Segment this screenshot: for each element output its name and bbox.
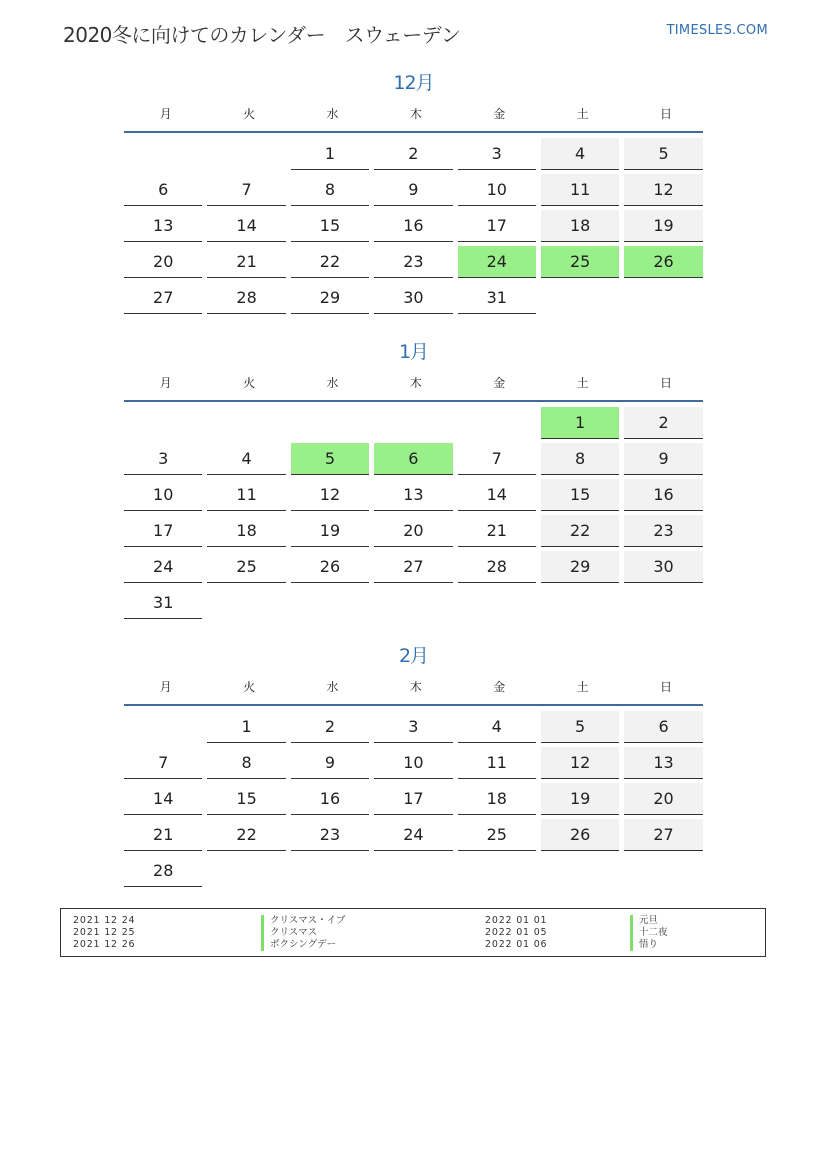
day-cell[interactable] bbox=[124, 551, 207, 587]
day-cell[interactable] bbox=[374, 282, 457, 318]
day-cell[interactable] bbox=[207, 711, 290, 747]
day-cell[interactable] bbox=[124, 819, 207, 855]
legend-holiday-name: クリスマス bbox=[261, 927, 317, 939]
day-number: 7 bbox=[458, 443, 536, 475]
day-cell[interactable] bbox=[291, 819, 374, 855]
day-cell[interactable] bbox=[541, 819, 624, 855]
day-number: 3 bbox=[458, 138, 536, 170]
day-cell[interactable] bbox=[291, 515, 374, 551]
month-january bbox=[124, 337, 703, 623]
day-number: 23 bbox=[291, 819, 369, 851]
day-cell[interactable] bbox=[207, 783, 290, 819]
day-cell[interactable] bbox=[624, 210, 707, 246]
day-cell[interactable] bbox=[124, 855, 207, 891]
weekday-label: 木 bbox=[409, 107, 422, 121]
day-cell[interactable] bbox=[458, 551, 541, 587]
day-number: 14 bbox=[207, 210, 285, 242]
day-number: 25 bbox=[541, 246, 619, 278]
day-number: 19 bbox=[291, 515, 369, 547]
holiday-day-cell[interactable] bbox=[458, 246, 541, 282]
day-cell[interactable] bbox=[207, 515, 290, 551]
day-cell[interactable] bbox=[458, 138, 541, 174]
day-number: 2 bbox=[374, 138, 452, 170]
days-grid bbox=[124, 407, 703, 623]
day-number: 21 bbox=[458, 515, 536, 547]
weekday-header bbox=[124, 373, 703, 402]
month-december bbox=[124, 68, 703, 318]
day-cell[interactable] bbox=[291, 138, 374, 174]
empty-day-cell bbox=[124, 407, 207, 443]
day-number: 20 bbox=[124, 246, 202, 278]
day-number: 5 bbox=[624, 138, 702, 170]
weekday-label: 日 bbox=[660, 680, 673, 694]
month-title: 2月 bbox=[398, 645, 429, 667]
weekday-label: 金 bbox=[493, 107, 506, 121]
days-grid bbox=[124, 138, 703, 318]
day-cell[interactable] bbox=[541, 210, 624, 246]
day-number: 4 bbox=[541, 138, 619, 170]
legend-row bbox=[61, 939, 765, 951]
day-cell[interactable] bbox=[207, 246, 290, 282]
day-number: 16 bbox=[374, 210, 452, 242]
day-number: 18 bbox=[458, 783, 536, 815]
day-number: 13 bbox=[124, 210, 202, 242]
weekday-label: 月 bbox=[159, 107, 172, 121]
weekday-label: 水 bbox=[326, 680, 339, 694]
page-title: 2020冬に向けてのカレンダー スウェーデン bbox=[63, 23, 461, 47]
day-number: 19 bbox=[624, 210, 702, 242]
day-cell[interactable] bbox=[124, 783, 207, 819]
day-number: 14 bbox=[458, 479, 536, 511]
day-cell[interactable] bbox=[374, 210, 457, 246]
day-number: 23 bbox=[624, 515, 702, 547]
legend-holiday-name: クリスマス・イブ bbox=[261, 915, 345, 927]
day-cell[interactable] bbox=[124, 443, 207, 479]
day-cell[interactable] bbox=[458, 443, 541, 479]
day-number: 12 bbox=[291, 479, 369, 511]
day-number: 4 bbox=[207, 443, 285, 475]
day-number: 20 bbox=[624, 783, 702, 815]
day-cell[interactable] bbox=[624, 515, 707, 551]
weekday-label: 木 bbox=[409, 376, 422, 390]
day-cell[interactable] bbox=[374, 515, 457, 551]
weekday-label: 火 bbox=[243, 107, 256, 121]
day-cell[interactable] bbox=[624, 783, 707, 819]
holiday-legend bbox=[60, 908, 766, 957]
legend-date: 2022 01 05 bbox=[485, 927, 548, 938]
day-number: 31 bbox=[124, 587, 202, 619]
day-number: 21 bbox=[124, 819, 202, 851]
day-number: 24 bbox=[458, 246, 536, 278]
day-cell[interactable] bbox=[458, 174, 541, 210]
legend-date: 2021 12 24 bbox=[73, 915, 136, 926]
legend-date: 2021 12 25 bbox=[73, 927, 136, 938]
day-cell[interactable] bbox=[624, 443, 707, 479]
day-cell[interactable] bbox=[207, 174, 290, 210]
day-number: 27 bbox=[374, 551, 452, 583]
day-number: 22 bbox=[291, 246, 369, 278]
day-cell[interactable] bbox=[374, 246, 457, 282]
day-number: 3 bbox=[374, 711, 452, 743]
day-number: 29 bbox=[291, 282, 369, 314]
day-cell[interactable] bbox=[291, 711, 374, 747]
day-number: 16 bbox=[291, 783, 369, 815]
empty-day-cell bbox=[124, 711, 207, 747]
weekday-label: 月 bbox=[159, 680, 172, 694]
day-number: 9 bbox=[374, 174, 452, 206]
weekday-label: 金 bbox=[493, 680, 506, 694]
day-number: 22 bbox=[207, 819, 285, 851]
day-cell[interactable] bbox=[541, 479, 624, 515]
weekday-header bbox=[124, 677, 703, 706]
day-number: 7 bbox=[207, 174, 285, 206]
day-cell[interactable] bbox=[291, 246, 374, 282]
day-number: 3 bbox=[124, 443, 202, 475]
day-cell[interactable] bbox=[291, 210, 374, 246]
day-number: 26 bbox=[624, 246, 702, 278]
day-number: 11 bbox=[458, 747, 536, 779]
day-number: 13 bbox=[624, 747, 702, 779]
day-cell[interactable] bbox=[624, 138, 707, 174]
holiday-day-cell[interactable] bbox=[541, 407, 624, 443]
day-number: 28 bbox=[458, 551, 536, 583]
weekday-label: 木 bbox=[409, 680, 422, 694]
day-number: 8 bbox=[291, 174, 369, 206]
day-cell[interactable] bbox=[458, 711, 541, 747]
day-cell[interactable] bbox=[124, 515, 207, 551]
day-cell[interactable] bbox=[458, 282, 541, 318]
day-number: 1 bbox=[291, 138, 369, 170]
legend-holiday-name: 悟り bbox=[630, 939, 658, 951]
day-number: 10 bbox=[124, 479, 202, 511]
day-cell[interactable] bbox=[207, 443, 290, 479]
weekday-header bbox=[124, 104, 703, 133]
day-cell[interactable] bbox=[541, 783, 624, 819]
month-title: 1月 bbox=[398, 341, 429, 363]
day-number: 17 bbox=[458, 210, 536, 242]
day-cell[interactable] bbox=[291, 174, 374, 210]
day-number: 2 bbox=[624, 407, 702, 439]
day-number: 12 bbox=[541, 747, 619, 779]
empty-day-cell bbox=[291, 407, 374, 443]
day-cell[interactable] bbox=[291, 783, 374, 819]
legend-date: 2021 12 26 bbox=[73, 939, 136, 950]
day-cell[interactable] bbox=[624, 711, 707, 747]
legend-row bbox=[61, 927, 765, 939]
day-cell[interactable] bbox=[124, 587, 207, 623]
day-number: 5 bbox=[541, 711, 619, 743]
legend-date: 2022 01 06 bbox=[485, 939, 548, 950]
day-cell[interactable] bbox=[624, 819, 707, 855]
day-number: 17 bbox=[374, 783, 452, 815]
day-cell[interactable] bbox=[124, 246, 207, 282]
day-cell[interactable] bbox=[541, 515, 624, 551]
day-cell[interactable] bbox=[207, 479, 290, 515]
day-cell[interactable] bbox=[207, 819, 290, 855]
day-number: 9 bbox=[624, 443, 702, 475]
legend-holiday-name: ボクシングデー bbox=[261, 939, 336, 951]
legend-holiday-name: 十二夜 bbox=[630, 927, 668, 939]
day-number: 8 bbox=[541, 443, 619, 475]
day-number: 6 bbox=[624, 711, 702, 743]
day-number: 29 bbox=[541, 551, 619, 583]
day-number: 10 bbox=[458, 174, 536, 206]
day-number: 27 bbox=[624, 819, 702, 851]
day-cell[interactable] bbox=[291, 282, 374, 318]
day-number: 22 bbox=[541, 515, 619, 547]
day-number: 6 bbox=[124, 174, 202, 206]
weekday-label: 月 bbox=[159, 376, 172, 390]
weekday-label: 土 bbox=[576, 107, 589, 121]
day-cell[interactable] bbox=[541, 138, 624, 174]
month-february bbox=[124, 641, 703, 891]
day-cell[interactable] bbox=[458, 747, 541, 783]
day-number: 14 bbox=[124, 783, 202, 815]
day-number: 24 bbox=[124, 551, 202, 583]
day-cell[interactable] bbox=[207, 551, 290, 587]
day-cell[interactable] bbox=[541, 443, 624, 479]
day-cell[interactable] bbox=[374, 747, 457, 783]
legend-date: 2022 01 01 bbox=[485, 915, 548, 926]
day-cell[interactable] bbox=[374, 783, 457, 819]
day-number: 21 bbox=[207, 246, 285, 278]
day-number: 5 bbox=[291, 443, 369, 475]
day-cell[interactable] bbox=[124, 210, 207, 246]
day-number: 9 bbox=[291, 747, 369, 779]
legend-row bbox=[61, 915, 765, 927]
day-number: 13 bbox=[374, 479, 452, 511]
month-title: 12月 bbox=[393, 72, 434, 94]
day-cell[interactable] bbox=[207, 210, 290, 246]
day-cell[interactable] bbox=[291, 551, 374, 587]
empty-day-cell bbox=[207, 138, 290, 174]
weekday-label: 火 bbox=[243, 680, 256, 694]
day-cell[interactable] bbox=[374, 551, 457, 587]
empty-day-cell bbox=[458, 407, 541, 443]
day-number: 31 bbox=[458, 282, 536, 314]
holiday-day-cell[interactable] bbox=[374, 443, 457, 479]
day-cell[interactable] bbox=[207, 282, 290, 318]
day-cell[interactable] bbox=[124, 174, 207, 210]
day-number: 25 bbox=[207, 551, 285, 583]
day-cell[interactable] bbox=[458, 210, 541, 246]
day-cell[interactable] bbox=[291, 479, 374, 515]
day-number: 2 bbox=[291, 711, 369, 743]
day-number: 6 bbox=[374, 443, 452, 475]
weekday-label: 金 bbox=[493, 376, 506, 390]
weekday-label: 日 bbox=[660, 107, 673, 121]
holiday-day-cell[interactable] bbox=[291, 443, 374, 479]
weekday-label: 日 bbox=[660, 376, 673, 390]
day-cell[interactable] bbox=[541, 747, 624, 783]
legend-holiday-name: 元旦 bbox=[630, 915, 658, 927]
day-cell[interactable] bbox=[374, 819, 457, 855]
day-cell[interactable] bbox=[207, 747, 290, 783]
day-number: 28 bbox=[124, 855, 202, 887]
day-number: 12 bbox=[624, 174, 702, 206]
day-number: 23 bbox=[374, 246, 452, 278]
holiday-day-cell[interactable] bbox=[541, 246, 624, 282]
day-cell[interactable] bbox=[124, 479, 207, 515]
weekday-label: 水 bbox=[326, 376, 339, 390]
day-cell[interactable] bbox=[458, 819, 541, 855]
day-number: 15 bbox=[541, 479, 619, 511]
day-number: 15 bbox=[291, 210, 369, 242]
day-number: 4 bbox=[458, 711, 536, 743]
day-cell[interactable] bbox=[458, 479, 541, 515]
day-number: 11 bbox=[541, 174, 619, 206]
day-number: 18 bbox=[541, 210, 619, 242]
day-number: 11 bbox=[207, 479, 285, 511]
empty-day-cell bbox=[374, 407, 457, 443]
day-number: 15 bbox=[207, 783, 285, 815]
weekday-label: 水 bbox=[326, 107, 339, 121]
day-number: 7 bbox=[124, 747, 202, 779]
day-number: 1 bbox=[541, 407, 619, 439]
day-cell[interactable] bbox=[124, 282, 207, 318]
day-cell[interactable] bbox=[624, 479, 707, 515]
day-cell[interactable] bbox=[541, 174, 624, 210]
weekday-label: 土 bbox=[576, 376, 589, 390]
day-cell[interactable] bbox=[124, 747, 207, 783]
empty-day-cell bbox=[207, 407, 290, 443]
day-number: 26 bbox=[541, 819, 619, 851]
empty-day-cell bbox=[124, 138, 207, 174]
day-cell[interactable] bbox=[624, 551, 707, 587]
day-cell[interactable] bbox=[291, 747, 374, 783]
day-cell[interactable] bbox=[374, 138, 457, 174]
holiday-day-cell[interactable] bbox=[624, 246, 707, 282]
day-cell[interactable] bbox=[624, 174, 707, 210]
day-number: 10 bbox=[374, 747, 452, 779]
day-number: 25 bbox=[458, 819, 536, 851]
day-cell[interactable] bbox=[624, 407, 707, 443]
day-number: 26 bbox=[291, 551, 369, 583]
day-number: 1 bbox=[207, 711, 285, 743]
day-cell[interactable] bbox=[541, 711, 624, 747]
weekday-label: 火 bbox=[243, 376, 256, 390]
day-cell[interactable] bbox=[624, 747, 707, 783]
day-number: 8 bbox=[207, 747, 285, 779]
day-cell[interactable] bbox=[374, 174, 457, 210]
site-logo[interactable]: TIMESLES.COM bbox=[666, 23, 768, 38]
day-number: 30 bbox=[624, 551, 702, 583]
day-cell[interactable] bbox=[458, 515, 541, 551]
days-grid bbox=[124, 711, 703, 891]
day-number: 27 bbox=[124, 282, 202, 314]
day-cell[interactable] bbox=[374, 479, 457, 515]
day-number: 24 bbox=[374, 819, 452, 851]
day-number: 16 bbox=[624, 479, 702, 511]
day-number: 28 bbox=[207, 282, 285, 314]
day-cell[interactable] bbox=[374, 711, 457, 747]
day-number: 19 bbox=[541, 783, 619, 815]
day-number: 18 bbox=[207, 515, 285, 547]
day-number: 17 bbox=[124, 515, 202, 547]
day-cell[interactable] bbox=[541, 551, 624, 587]
day-cell[interactable] bbox=[458, 783, 541, 819]
day-number: 30 bbox=[374, 282, 452, 314]
weekday-label: 土 bbox=[576, 680, 589, 694]
day-number: 20 bbox=[374, 515, 452, 547]
